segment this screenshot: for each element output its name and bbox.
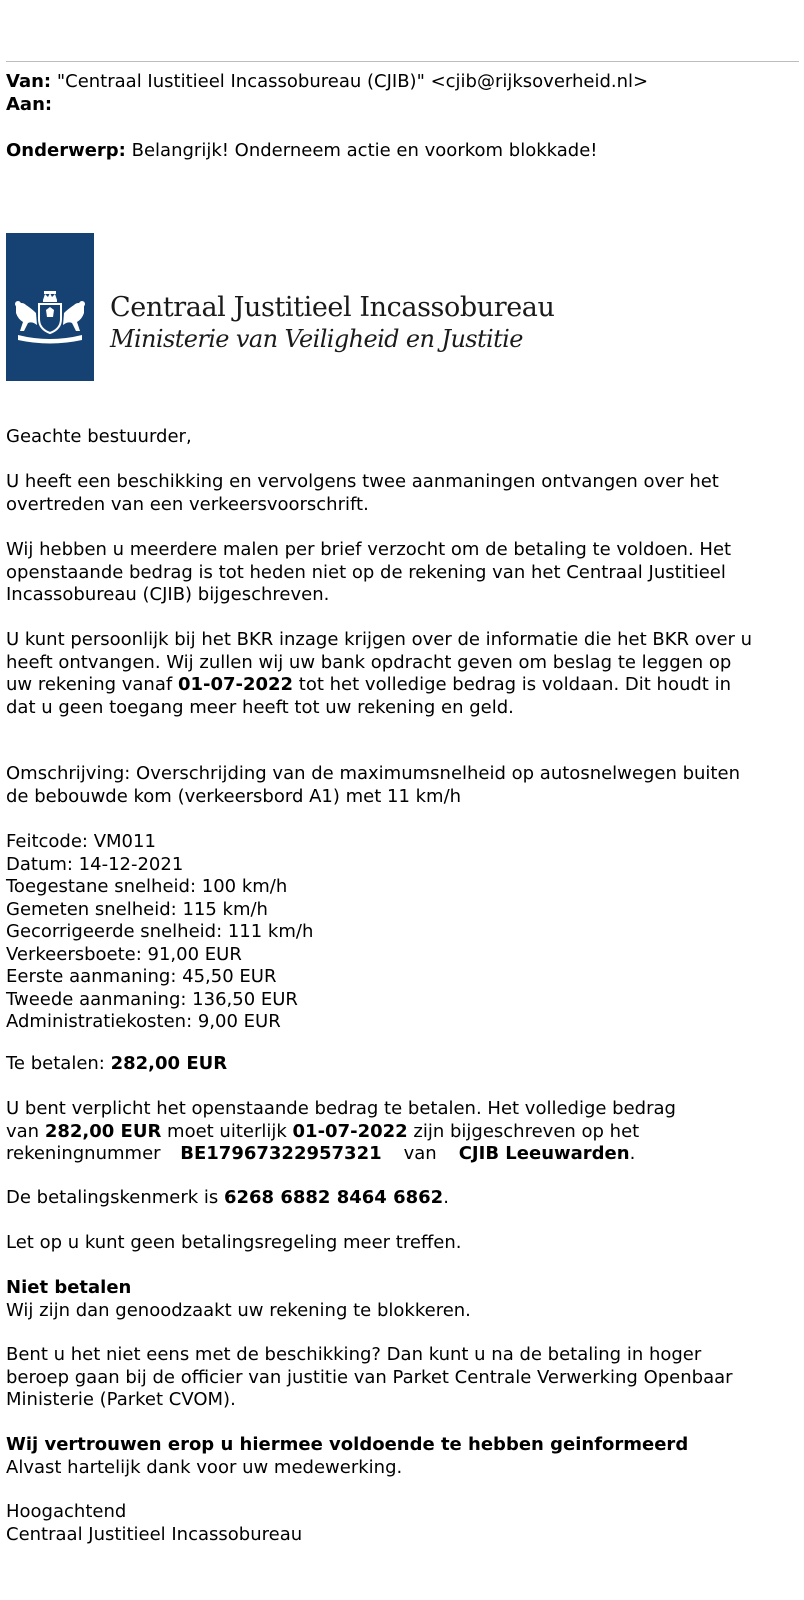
org-name: Centraal Justitieel Incassobureau [110,292,555,323]
closing: Wij vertrouwen erop u hiermee voldoende te hebben geinformeerd Alvast hartelijk dank voor uw medewerking. [6,1434,689,1478]
ministry-name: Ministerie van Veiligheid en Justitie [110,325,523,353]
from-row [6,71,796,94]
paragraph-bkr: U kunt persoonlijk bij het BKR inzage krijgen over de informatie die het BKR over u heeft ontvangen. Wij zullen wij uw bank opdracht geven om beslag te leggen op uw rekening vanaf 01-07-2022 tot het volledige bedrag is voldaan. Dit houdt in dat u geen toegang meer heeft tot uw rekening en geld. [6,629,753,718]
reference-number[interactable]: 6268 6882 8464 6862 [223,1187,444,1208]
seizure-date: 01-07-2022 [177,674,294,695]
signature: Centraal Justitieel Incassobureau [6,1523,303,1545]
payment-instructions: U bent verplicht het openstaande bedrag te betalen. Het volledige bedrag van 282,00 EUR moet uiterlijk 01-07-2022 zijn bijgeschreven op het rekeningnummer BE17967322957321 van CJIB Leeuwarden. [6,1098,676,1164]
closing-statement: Wij vertrouwen erop u hiermee voldoende te hebben geinformeerd [6,1434,689,1455]
detail-line: Feitcode: VM011 [6,831,156,852]
not-paying-heading: Niet betalen [6,1277,132,1298]
no-arrangement-note: Let op u kunt geen betalingsregeling meer treffen. [6,1232,462,1253]
not-paying-section: Niet betalen Wij zijn dan genoodzaakt uw rekening te blokkeren. [6,1277,471,1321]
payment-reference: De betalingskenmerk is 6268 6882 8464 6862. [6,1187,449,1208]
recipient-name: CJIB Leeuwarden [458,1143,630,1164]
signature-block [6,1501,796,1546]
pay-deadline: 01-07-2022 [292,1120,408,1142]
total-amount: Te betalen: 282,00 EUR [6,1053,228,1074]
emblem-block [6,233,94,381]
detail-line: Gemeten snelheid: 115 km/h [6,898,268,920]
subject-label: Onderwerp: [6,140,126,161]
to-label: Aan: [6,93,53,115]
fine-details [6,831,796,1034]
detail-line: Gecorrigeerde snelheid: 111 km/h [6,921,314,942]
from-label: Van: [6,71,52,92]
subject-row [6,140,796,163]
total-value: 282,00 EUR [110,1053,228,1074]
paragraph-requests: Wij hebben u meerdere malen per brief verzocht om de betaling te voldoen. Het openstaande bedrag is tot heden niet op de rekening van het Centraal Justitieel Incassobureau (CJIB) bijgeschreven. [6,539,732,605]
appeal-paragraph: Bent u het niet eens met de beschikking? Dan kunt u na de betaling in hoger beroep gaan bij de officier van justitie van Parket Centrale Verwerking Openbaar Ministerie (Parket CVOM). [6,1344,733,1410]
subject-value: Belangrijk! Onderneem actie en voorkom blokkade! [131,140,598,161]
header-divider [6,61,799,62]
coat-of-arms-icon [10,291,90,347]
offence-description: Omschrijving: Overschrijding van de maximumsnelheid op autosnelwegen buiten de bebouwde kom (verkeersbord A1) met 11 km/h [6,763,740,807]
iban-number[interactable]: BE17967322957321 [180,1143,382,1164]
regards: Hoogachtend [6,1501,127,1522]
to-row [6,94,796,117]
email-header [6,71,796,116]
detail-line: Verkeersboete: 91,00 EUR [6,943,242,965]
cjib-logo [6,186,555,424]
detail-line: Administratiekosten: 9,00 EUR [6,1011,281,1032]
detail-line: Eerste aanmaning: 45,50 EUR [6,966,277,987]
detail-line: Tweede aanmaning: 136,50 EUR [6,988,298,1010]
from-value[interactable]: "Centraal Iustitieel Incassobureau (CJIB)" <cjib@rijksoverheid.nl> [56,71,649,92]
greeting: Geachte bestuurder, [6,426,192,447]
paragraph-notice: U heeft een beschikking en vervolgens twee aanmaningen ontvangen over het overtreden van een verkeersvoorschrift. [6,471,719,515]
detail-line: Toegestane snelheid: 100 km/h [6,876,288,897]
detail-line: Datum: 14-12-2021 [6,853,184,875]
pay-amount: 282,00 EUR [44,1120,162,1142]
